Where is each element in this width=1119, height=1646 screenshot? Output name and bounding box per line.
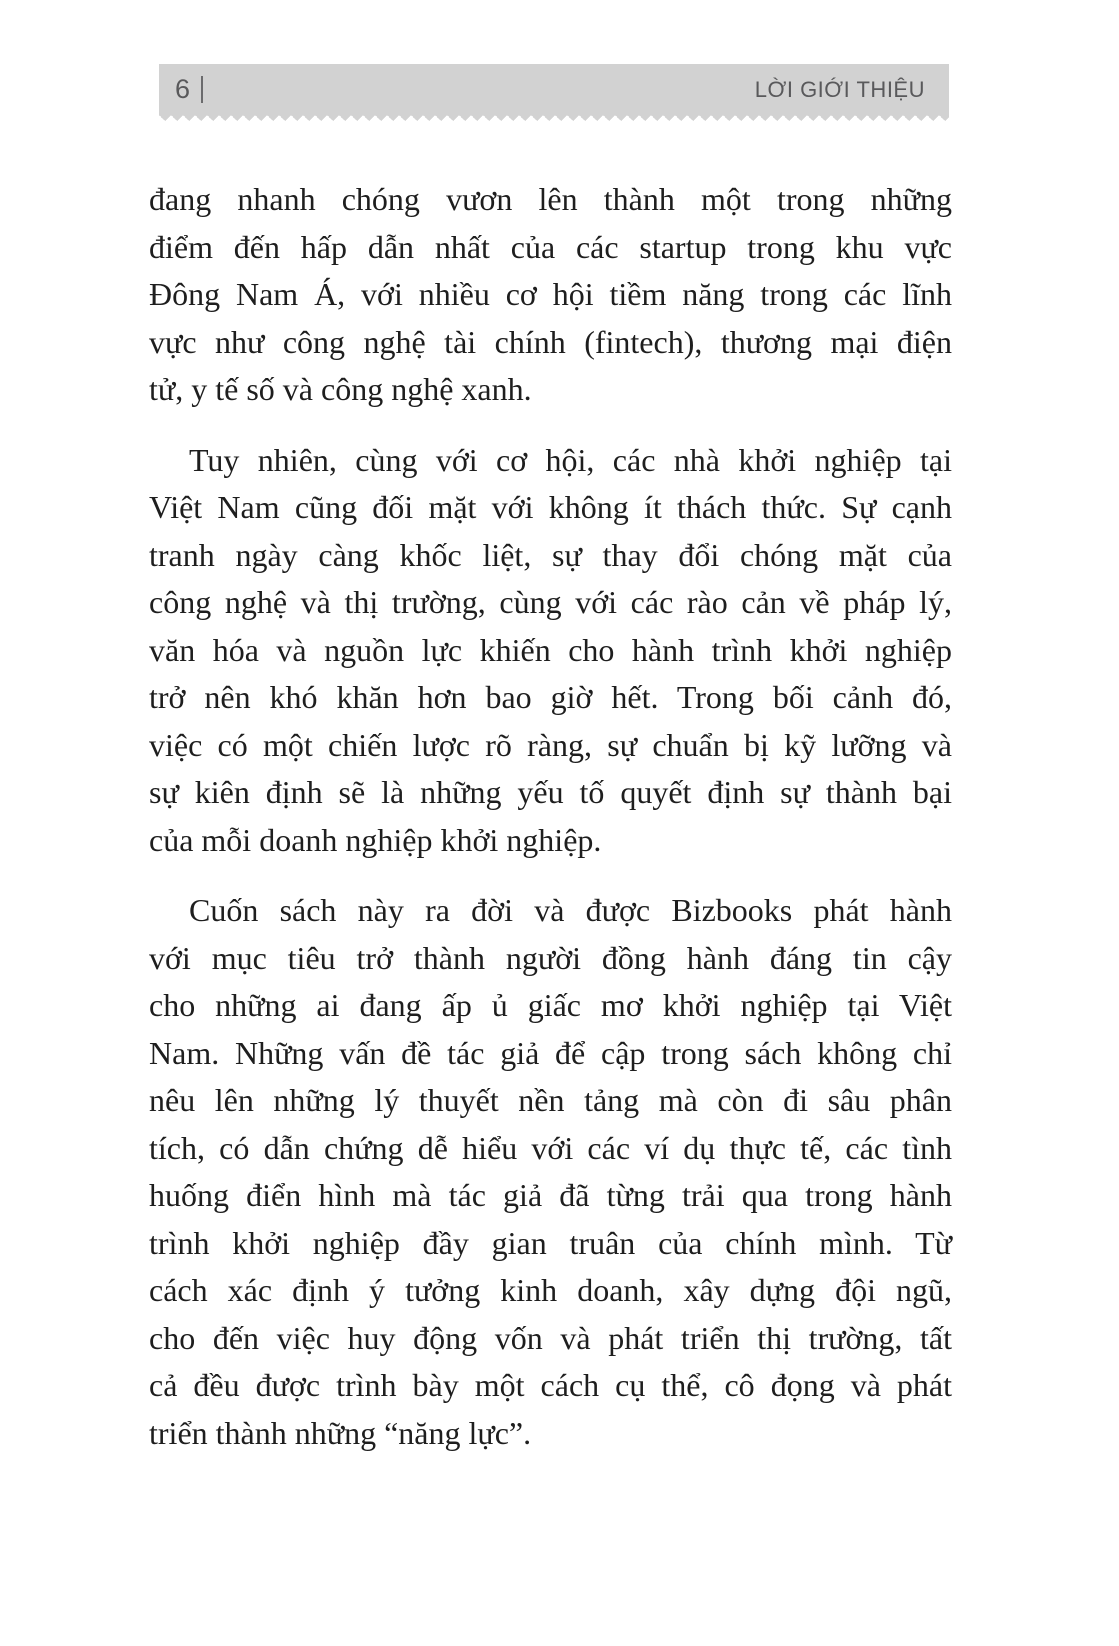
text-line: trở nên khó khăn hơn bao giờ hết. Trong bối cảnh đó, [149, 679, 952, 715]
paragraph [149, 887, 952, 1457]
text-line: cho những ai đang ấp ủ giấc mơ khởi nghiệp tại Việt [149, 987, 952, 1023]
text-line: nêu lên những lý thuyết nền tảng mà còn đi sâu phân [149, 1082, 952, 1118]
text-line: sự kiên định sẽ là những yếu tố quyết định sự thành bại [149, 774, 952, 810]
text-line: đang nhanh chóng vươn lên thành một trong những [149, 181, 952, 217]
paragraph [149, 437, 952, 865]
text-line: vực như công nghệ tài chính (fintech), thương mại điện [149, 323, 952, 360]
page-number: 6 [175, 74, 191, 104]
text-line: cách xác định ý tưởng kinh doanh, xây dựng đội ngũ, [149, 1272, 952, 1308]
text-line: tử, y tế số và công nghệ xanh. [149, 371, 532, 407]
page-number-divider [201, 76, 203, 103]
text-line: cả đều được trình bày một cách cụ thể, cô đọng và phát [149, 1367, 952, 1403]
page-body [149, 176, 952, 1480]
text-line: văn hóa và nguồn lực khiến cho hành trình khởi nghiệp [149, 631, 952, 668]
text-line: Nam. Những vấn đề tác giả để cập trong sách không chỉ [149, 1034, 952, 1071]
page-header [159, 64, 949, 115]
text-line: với mục tiêu trở thành người đồng hành đáng tin cậy [149, 939, 952, 976]
text-line: điểm đến hấp dẫn nhất của các startup trong khu vực [149, 228, 952, 265]
page-number-group [175, 76, 203, 103]
text-line: công nghệ và thị trường, cùng với các rào cản về pháp lý, [149, 584, 952, 620]
text-line: Việt Nam cũng đối mặt với không ít thách thức. Sự cạnh [149, 489, 952, 525]
text-line: của mỗi doanh nghiệp khởi nghiệp. [149, 821, 602, 858]
text-line: triển thành những “năng lực”. [149, 1414, 532, 1451]
text-line: tích, có dẫn chứng dễ hiểu với các ví dụ thực tế, các tình [149, 1129, 952, 1166]
text-line: huống điển hình mà tác giả đã từng trải qua trong hành [149, 1177, 952, 1213]
text-line: tranh ngày càng khốc liệt, sự thay đổi chóng mặt của [149, 536, 952, 573]
text-line: Đông Nam Á, với nhiều cơ hội tiềm năng trong các lĩnh [149, 276, 952, 312]
chapter-title: LỜI GIỚI THIỆU [754, 76, 925, 102]
text-line: Tuy nhiên, cùng với cơ hội, các nhà khởi nghiệp tại [189, 441, 952, 478]
paragraph [149, 176, 952, 414]
text-line: trình khởi nghiệp đầy gian truân của chính mình. Từ [149, 1224, 952, 1261]
text-line: cho đến việc huy động vốn và phát triển thị trường, tất [149, 1319, 952, 1356]
text-line: việc có một chiến lược rõ ràng, sự chuẩn bị kỹ lưỡng và [149, 726, 952, 763]
text-line: Cuốn sách này ra đời và được Bizbooks phát hành [189, 892, 952, 928]
